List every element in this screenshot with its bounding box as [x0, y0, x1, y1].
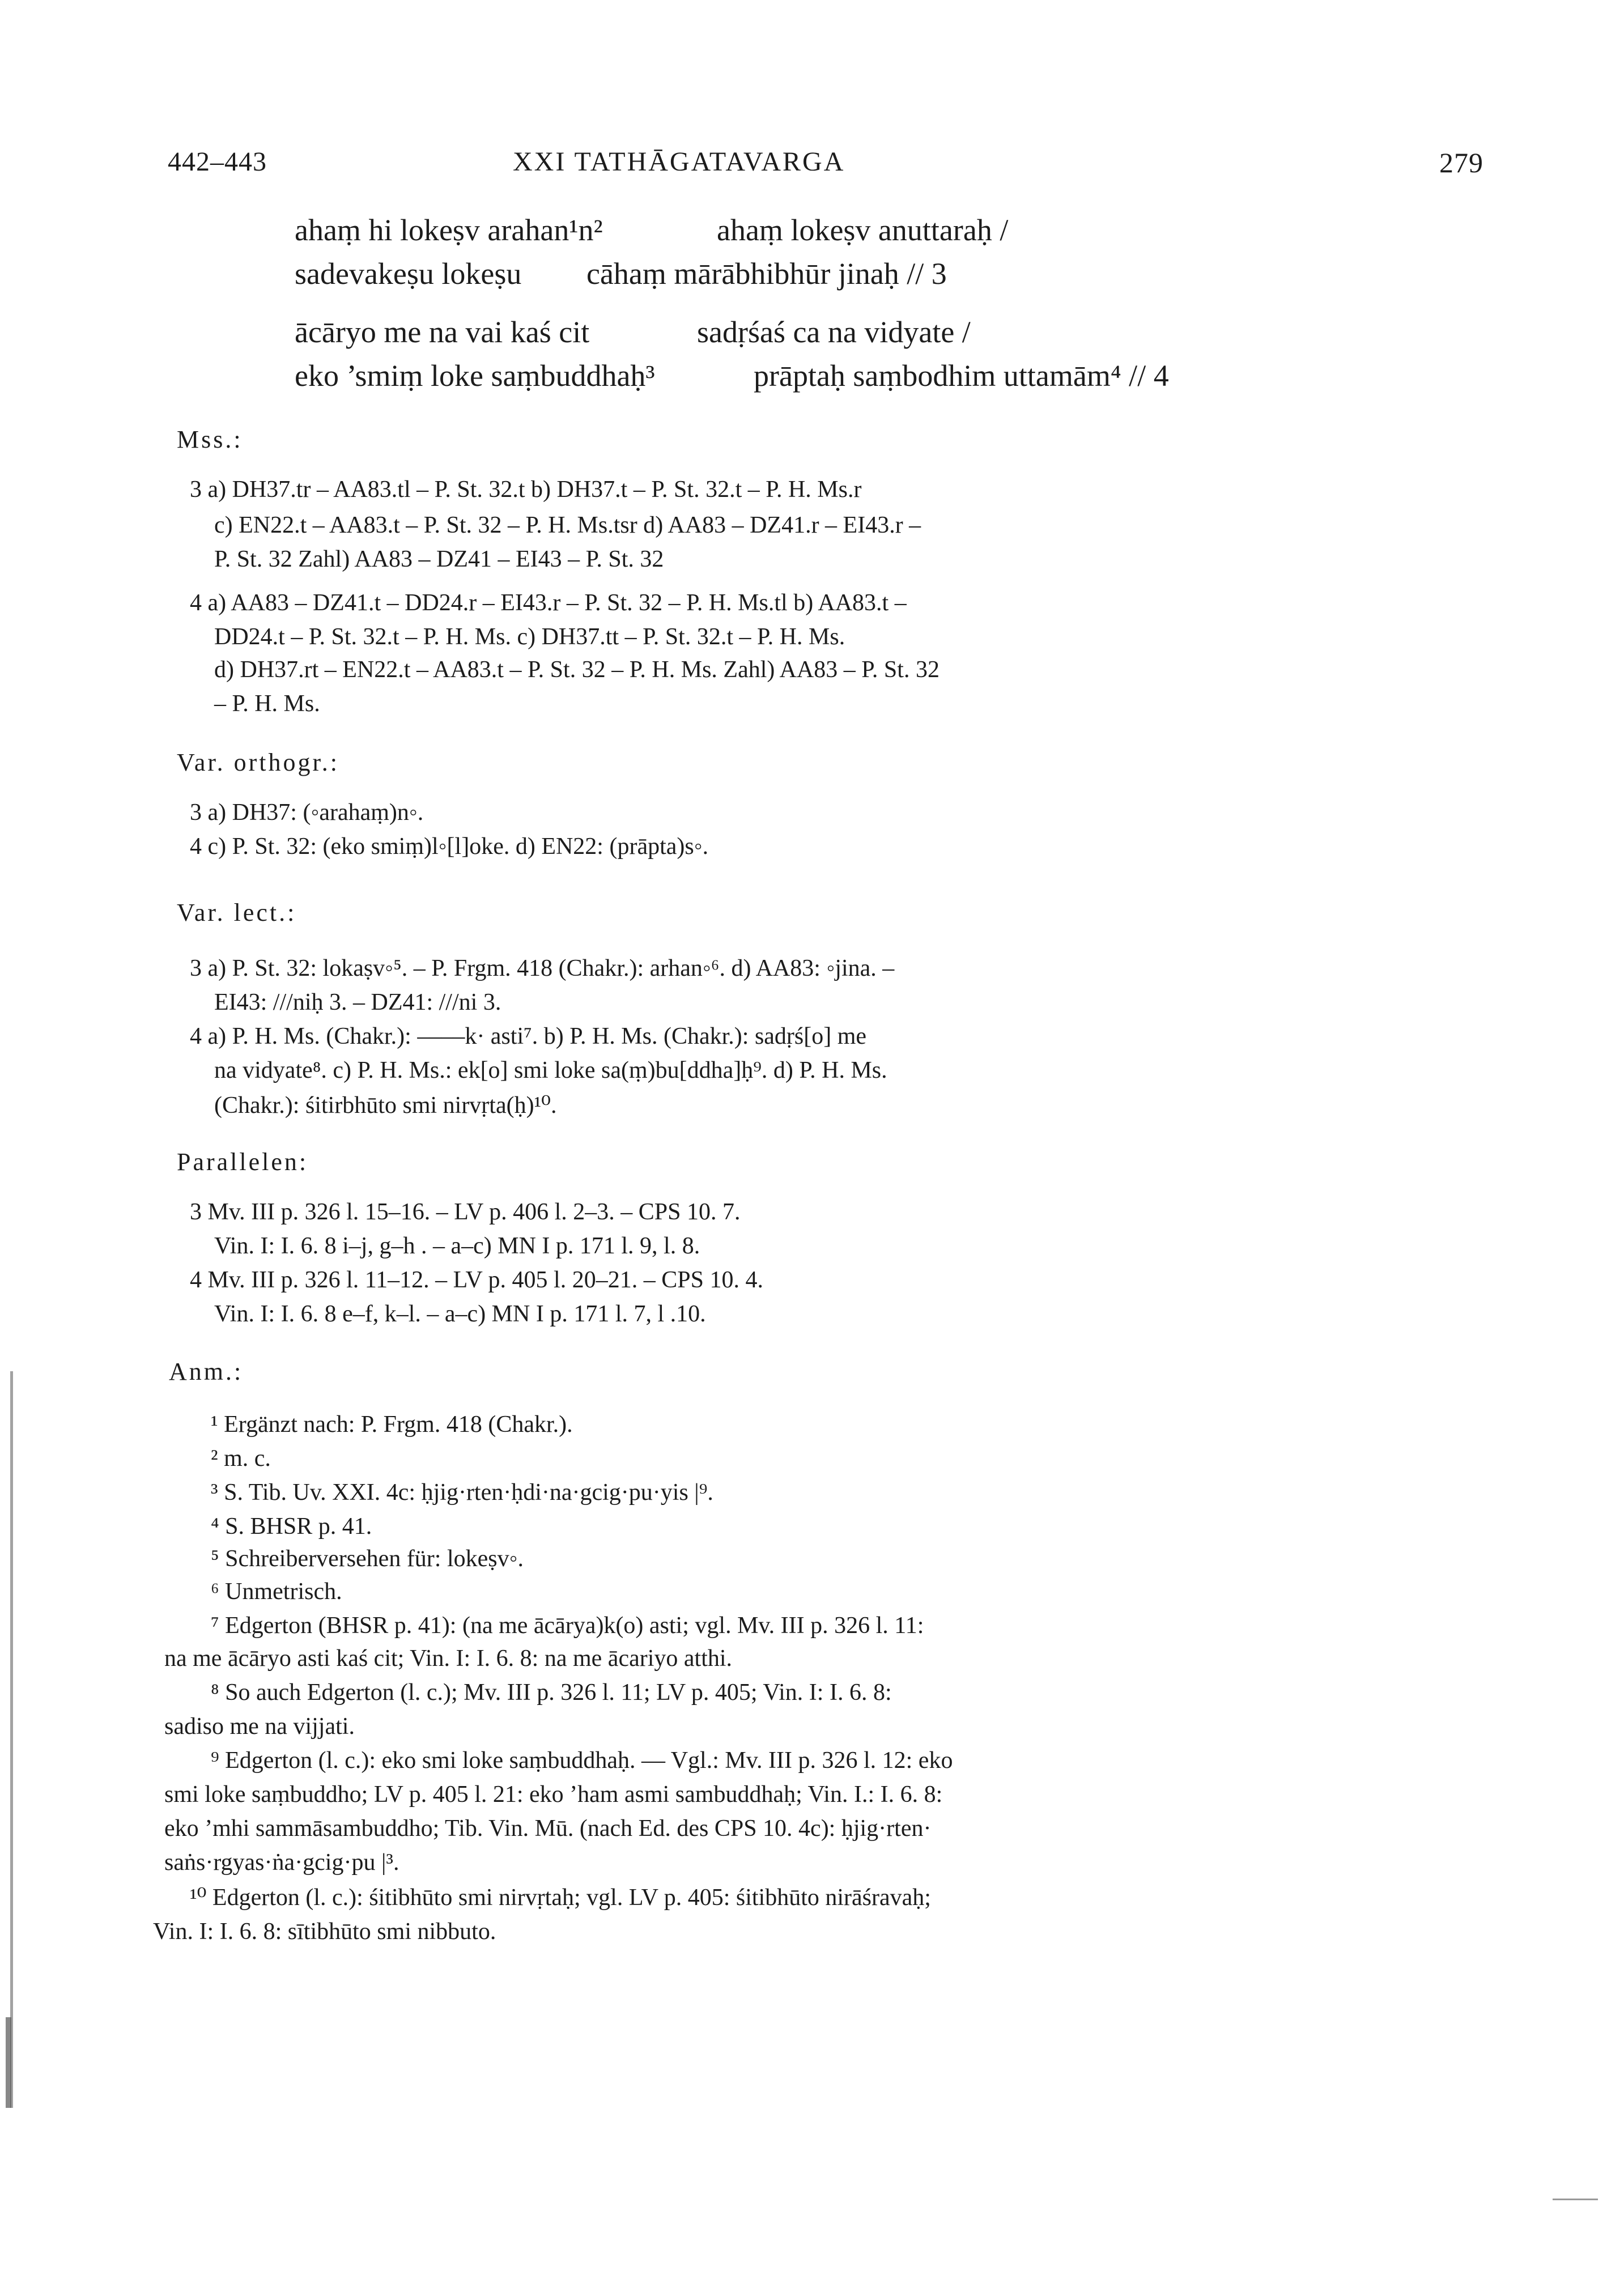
scan-edge-mark [6, 2017, 11, 2108]
mss-line: P. St. 32 Zahl) AA83 – DZ41 – EI43 – P. St. 32 [214, 546, 664, 572]
footnote-10: ¹⁰ Edgerton (l. c.): śitibhūto smi nirvṛtaḥ; vgl. LV p. 405: śitibhūto nirāśravaḥ; [190, 1885, 931, 1911]
section-heading-mss: Mss.: [177, 426, 243, 453]
section-heading-parallelen: Parallelen: [177, 1148, 309, 1176]
verse-4-pada-c: eko ’smiṃ loke saṃbuddhaḥ³ [295, 359, 655, 393]
footnote-1: ¹ Ergänzt nach: P. Frgm. 418 (Chakr.). [211, 1411, 573, 1438]
lect-line: EI43: ///niḥ 3. – DZ41: ///ni 3. [214, 989, 501, 1015]
footnote-9: ⁹ Edgerton (l. c.): eko smi loke saṃbuddhaḥ. — Vgl.: Mv. III p. 326 l. 12: eko [211, 1747, 953, 1774]
mss-line: d) DH37.rt – EN22.t – AA83.t – P. St. 32 – P. H. Ms. Zahl) AA83 – P. St. 32 [214, 657, 939, 683]
lect-line: 3 a) P. St. 32: lokaṣv◦⁵. – P. Frgm. 418 (Chakr.): arhan◦⁶. d) AA83: ◦jina. – [190, 955, 895, 981]
lect-line: (Chakr.): śitirbhūto smi nirvṛta(ḥ)¹⁰. [214, 1092, 557, 1119]
orthogr-line: 4 c) P. St. 32: (eko smiṃ)l◦[l]oke. d) EN22: (prāpta)s◦. [190, 834, 709, 860]
verse-3-pada-d: cāhaṃ mārābhibhūr jinaḥ // 3 [586, 257, 947, 291]
section-heading-anm: Anm.: [169, 1358, 244, 1385]
header-page-range: 442–443 [168, 147, 267, 177]
scan-edge-mark [1553, 2199, 1598, 2200]
orthogr-line: 3 a) DH37: (◦arahaṃ)n◦. [190, 800, 424, 826]
footnote-2: ² m. c. [211, 1445, 271, 1472]
mss-line: – P. H. Ms. [214, 691, 320, 717]
verse-3-pada-c: sadevakeṣu lokeṣu [295, 257, 522, 291]
verse-3-pada-a: ahaṃ hi lokeṣv arahan¹n² [295, 213, 603, 247]
mss-line: 3 a) DH37.tr – AA83.tl – P. St. 32.t b) DH37.t – P. St. 32.t – P. H. Ms.r [190, 477, 862, 503]
footnote-4: ⁴ S. BHSR p. 41. [211, 1513, 372, 1540]
footnote-9-cont: eko ’mhi sammāsambuddho; Tib. Vin. Mū. (nach Ed. des CPS 10. 4c): ḥjig·rten· [164, 1815, 932, 1842]
footnote-7-cont: na me ācāryo asti kaś cit; Vin. I: I. 6. 8: na me ācariyo atthi. [164, 1646, 733, 1672]
parallelen-line: 3 Mv. III p. 326 l. 15–16. – LV p. 406 l. 2–3. – CPS 10. 7. [190, 1199, 741, 1225]
verse-3-pada-b: ahaṃ lokeṣv anuttaraḥ / [717, 213, 1009, 247]
verse-4-pada-b: sadṛśaś ca na vidyate / [697, 315, 971, 349]
scan-edge-mark [10, 1371, 13, 2108]
parallelen-line: 4 Mv. III p. 326 l. 11–12. – LV p. 405 l. 20–21. – CPS 10. 4. [190, 1267, 763, 1293]
header-chapter-title: XXI TATHĀGATAVARGA [513, 147, 845, 177]
footnote-8: ⁸ So auch Edgerton (l. c.); Mv. III p. 326 l. 11; LV p. 405; Vin. I: I. 6. 8: [211, 1680, 892, 1706]
parallelen-line: Vin. I: I. 6. 8 i–j, g–h . – a–c) MN I p. 171 l. 9, l. 8. [214, 1233, 700, 1259]
footnote-9-cont: smi loke saṃbuddho; LV p. 405 l. 21: eko ’ham asmi sambuddhaḥ; Vin. I.: I. 6. 8: [164, 1781, 943, 1808]
footnote-8-cont: sadiso me na vijjati. [164, 1714, 355, 1740]
footnote-7: ⁷ Edgerton (BHSR p. 41): (na me ācārya)k(o) asti; vgl. Mv. III p. 326 l. 11: [211, 1613, 924, 1639]
footnote-9-cont: saṅs·rgyas·ṅa·gcig·pu |³. [164, 1849, 399, 1876]
mss-line: DD24.t – P. St. 32.t – P. H. Ms. c) DH37.tt – P. St. 32.t – P. H. Ms. [214, 624, 845, 650]
verse-4-pada-d: prāptaḥ saṃbodhim uttamām⁴ // 4 [754, 359, 1169, 393]
footnote-3: ³ S. Tib. Uv. XXI. 4c: ḥjig·rten·ḥdi·na·gcig·pu·yis |⁹. [211, 1479, 713, 1506]
footnote-10-cont: Vin. I: I. 6. 8: sītibhūto smi nibbuto. [153, 1919, 496, 1945]
header-page-number: 279 [1439, 147, 1483, 178]
lect-line: 4 a) P. H. Ms. (Chakr.): ––––k· asti⁷. b) P. H. Ms. (Chakr.): sadṛś[o] me [190, 1023, 867, 1049]
section-heading-var-orthogr: Var. orthogr.: [177, 749, 339, 776]
section-heading-var-lect: Var. lect.: [177, 899, 297, 926]
mss-line: 4 a) AA83 – DZ41.t – DD24.r – EI43.r – P. St. 32 – P. H. Ms.tl b) AA83.t – [190, 590, 907, 616]
footnote-6: ⁶ Unmetrisch. [211, 1579, 342, 1605]
verse-4-pada-a: ācāryo me na vai kaś cit [295, 315, 590, 349]
lect-line: na vidyate⁸. c) P. H. Ms.: ek[o] smi loke sa(ṃ)bu[ddha]ḥ⁹. d) P. H. Ms. [214, 1057, 887, 1083]
mss-line: c) EN22.t – AA83.t – P. St. 32 – P. H. Ms.tsr d) AA83 – DZ41.r – EI43.r – [214, 512, 921, 538]
parallelen-line: Vin. I: I. 6. 8 e–f, k–l. – a–c) MN I p. 171 l. 7, l .10. [214, 1301, 706, 1327]
footnote-5: ⁵ Schreiberversehen für: lokeṣv◦. [211, 1546, 524, 1572]
